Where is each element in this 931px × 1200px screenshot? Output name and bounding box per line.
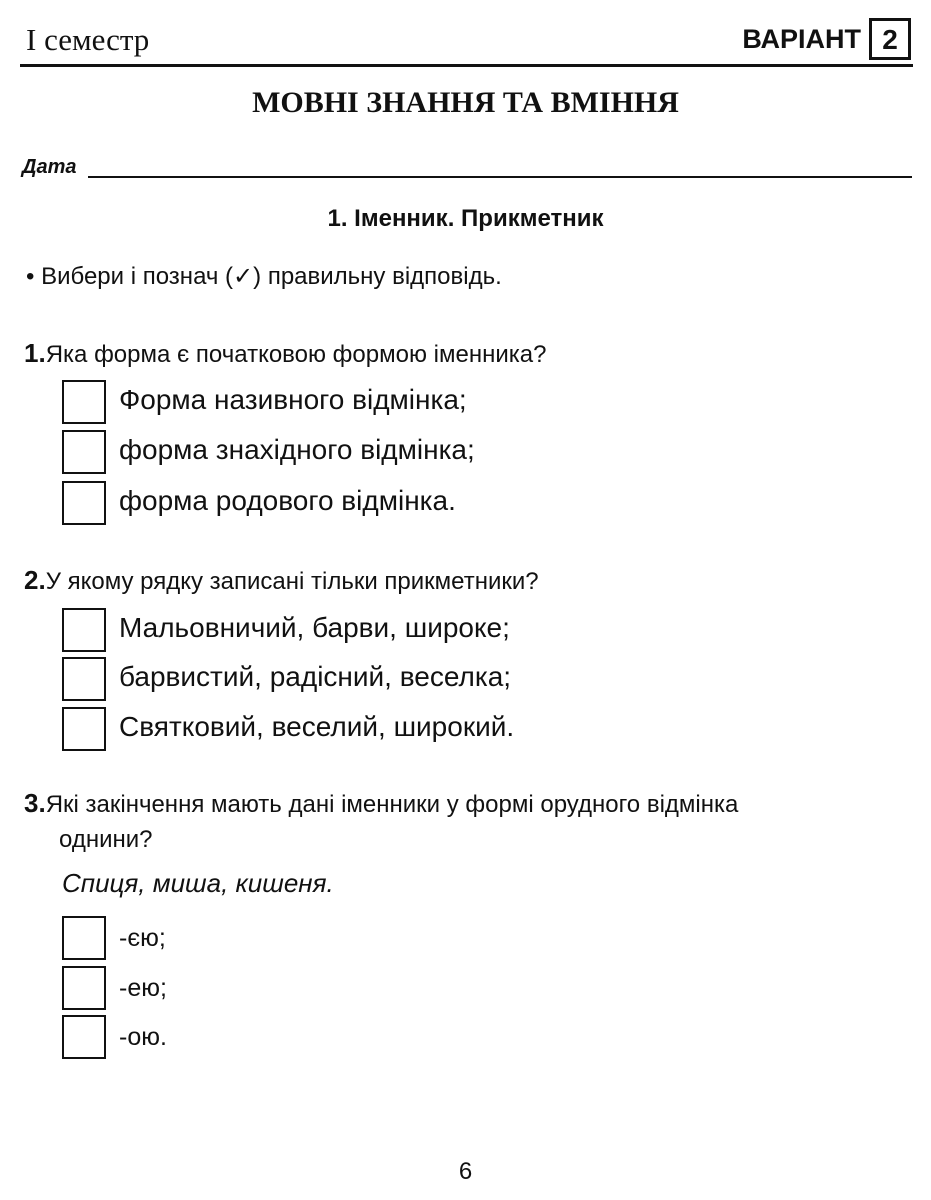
question-number: 2. [24, 565, 46, 595]
answer-checkbox[interactable] [62, 481, 106, 525]
option-label: Форма називного відмінка; [119, 384, 467, 415]
variant-label: ВАРІАНТ [742, 24, 861, 54]
question-number: 3. [24, 788, 46, 818]
answer-checkbox[interactable] [62, 657, 106, 701]
semester-label: I семестр [26, 22, 150, 57]
answer-checkbox[interactable] [62, 1015, 106, 1059]
variant-number: 2 [869, 18, 911, 60]
option-label: -ею; [119, 974, 167, 1002]
header-divider [20, 64, 913, 67]
answer-checkbox[interactable] [62, 430, 106, 474]
question-text-continued: однини? [59, 826, 153, 853]
answer-checkbox[interactable] [62, 608, 106, 652]
answer-checkbox[interactable] [62, 966, 106, 1010]
page-number: 6 [458, 1158, 473, 1185]
question-text: У якому рядку записані тільки прикметники? [45, 568, 539, 595]
question-1 [24, 336, 914, 372]
answer-checkbox[interactable] [62, 916, 106, 960]
question-2 [24, 563, 914, 599]
question-text: Які закінчення мають дані іменники у формі орудного відмінка [45, 791, 739, 818]
date-input-line[interactable] [88, 176, 912, 178]
answer-checkbox[interactable] [62, 380, 106, 424]
answer-checkbox[interactable] [62, 707, 106, 751]
date-label: Дата [22, 156, 77, 178]
option-label: -ою. [119, 1023, 167, 1051]
example-words: Спиця, миша, кишеня. [62, 868, 334, 898]
option-label: барвистий, радісний, веселка; [119, 661, 512, 692]
page-header [20, 18, 913, 66]
question-number: 1. [24, 338, 46, 368]
page-title: МОВНІ ЗНАННЯ ТА ВМІННЯ [252, 86, 679, 119]
option-label: -єю; [119, 924, 166, 952]
question-3 [24, 786, 914, 857]
question-text: Яка форма є початковою формою іменника? [45, 341, 547, 368]
section-title: 1. Іменник. Прикметник [327, 205, 604, 232]
option-label: форма родового відмінка. [119, 485, 456, 516]
option-label: Святковий, веселий, широкий. [119, 711, 515, 742]
option-label: Мальовничий, барви, широке; [119, 612, 510, 643]
option-label: форма знахідного відмінка; [119, 434, 475, 465]
instruction-text: • Вибери і познач (✓) правильну відповідь. [26, 263, 502, 290]
